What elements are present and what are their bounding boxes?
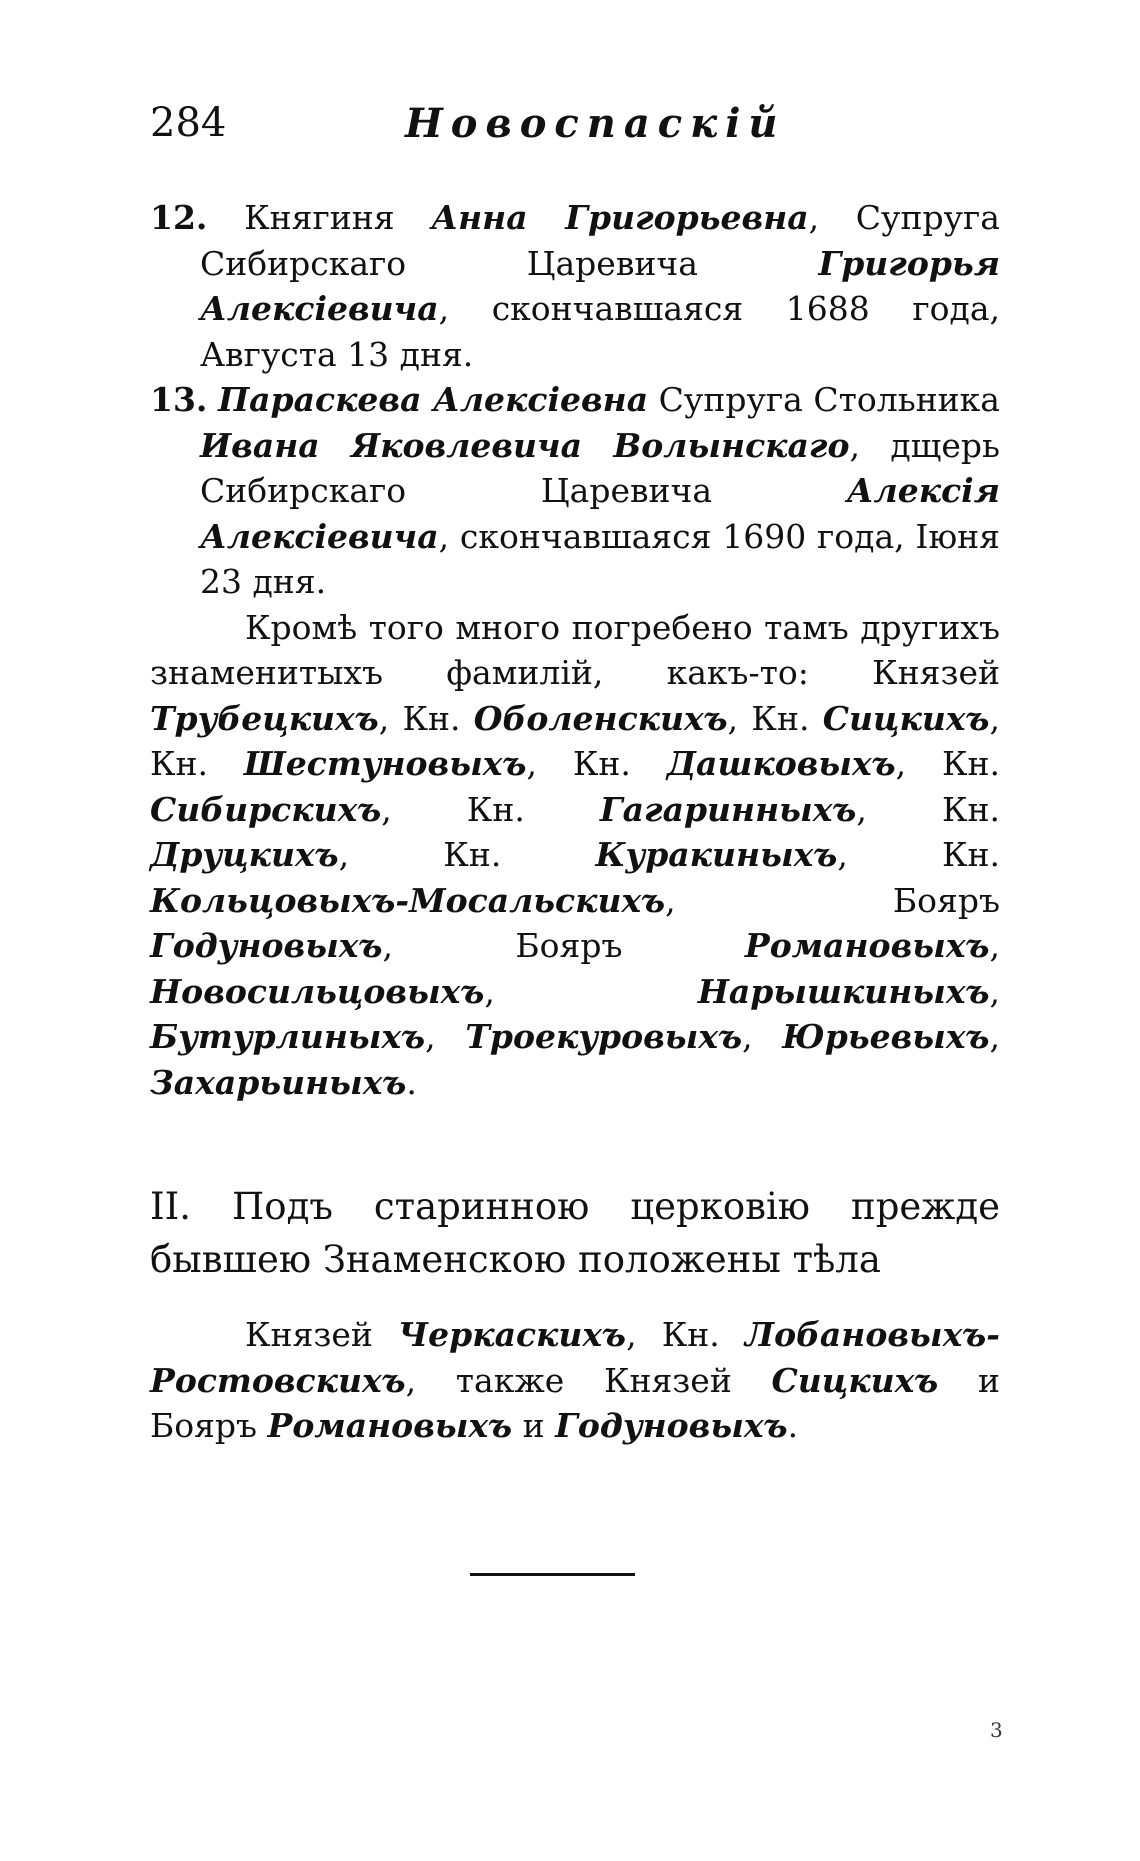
text-run: . <box>406 1062 417 1102</box>
text-run-italic: Кольцовыхъ-Мосальскихъ <box>150 880 666 920</box>
text-run: , Кн. <box>856 789 1000 829</box>
text-run: , <box>989 926 1000 965</box>
text-run-italic: Захарьиныхъ <box>150 1062 407 1102</box>
burial-entry-13 <box>150 377 1000 605</box>
burial-entry-12 <box>150 195 1000 377</box>
text-run: , Бояръ <box>382 926 745 965</box>
text-run-italic: Параскева Алексіевна <box>217 380 649 419</box>
text-run: Кромѣ того много погребено тамъ другихъ знаменитыхъ фамилій, какъ-то: Князей <box>150 607 1000 692</box>
text-run-italic: Новосильцовыхъ <box>150 971 485 1011</box>
text-run-italic: Анна Григорьевна <box>431 198 809 237</box>
text-run-italic: Лобановыхъ-Ростовскихъ <box>150 1315 1000 1400</box>
text-run: , Кн. <box>727 698 823 738</box>
entry-number: 12. <box>150 198 208 237</box>
text-run-italic: Романовыхъ <box>267 1406 513 1445</box>
text-run-italic: Сицкихъ <box>822 698 990 738</box>
text-run-italic: Ивана Яковлевича Волынскаго <box>200 425 850 465</box>
text-run: , скончавшаяся 1690 года, Іюня 23 дня. <box>200 516 1000 601</box>
text-run-italic: Григорья Алексіевича <box>200 243 1000 328</box>
text-run-italic: Сибирскихъ <box>150 789 382 829</box>
text-run: , Кн. <box>381 789 600 829</box>
text-run: , Супруга Сибирскаго Царевича <box>200 198 1000 283</box>
text-run: Князей <box>245 1315 399 1354</box>
text-run-italic: Годуновыхъ <box>555 1406 788 1445</box>
page-number: 284 <box>150 100 227 146</box>
text-run: , <box>989 971 1000 1011</box>
text-run: , Кн. <box>895 744 1000 783</box>
text-run: , также Князей <box>405 1360 772 1400</box>
entry-text <box>200 198 1000 374</box>
text-run: , скончавшаяся 1688 года, Августа 13 дня. <box>200 289 1000 374</box>
text-run-italic: Алексія Алексіевича <box>200 471 1000 556</box>
text-run: Супруга Стольника <box>648 380 1000 419</box>
text-run-italic: Годуновыхъ <box>150 926 383 965</box>
main-text <box>150 195 1000 1105</box>
text-run: , <box>425 1017 466 1056</box>
section-heading: II. Подъ старинною церковію прежде бывшею Знаменскою положены тѣла <box>150 1185 1000 1281</box>
text-run: и Бояръ <box>150 1360 1000 1445</box>
text-run-italic: Сицкихъ <box>771 1360 939 1400</box>
text-run: , Кн. <box>338 835 596 874</box>
running-title: Новоспаскій <box>405 100 786 147</box>
page-header <box>150 100 1000 160</box>
text-run: и <box>512 1406 556 1445</box>
text-run-italic: Бутурлиныхъ <box>150 1017 426 1056</box>
text-run-italic: Гагаринныхъ <box>599 789 857 829</box>
text-run: , Кн. <box>150 698 1001 783</box>
text-run: , дщерь Сибирскаго Царевича <box>200 425 1000 510</box>
entry-text <box>200 380 1000 601</box>
entry-number: 13. <box>150 380 208 419</box>
section-paragraph <box>150 1312 1000 1449</box>
text-run: . <box>787 1406 799 1445</box>
text-run: Княгиня <box>244 198 432 237</box>
text-run-italic: Куракиныхъ <box>595 835 838 874</box>
text-run: , <box>989 1017 1001 1056</box>
catchword: 3 <box>990 1718 1003 1742</box>
text-run: , Кн. <box>526 744 667 783</box>
text-run-italic: Черкаскихъ <box>398 1315 627 1354</box>
text-run-italic: Романовыхъ <box>744 926 990 965</box>
text-run: , Кн. <box>626 1315 745 1354</box>
text-run: , <box>484 971 698 1011</box>
families-paragraph <box>150 605 1000 1106</box>
section-divider <box>470 1573 635 1576</box>
text-run-italic: Троекуровыхъ <box>465 1017 743 1056</box>
text-run: , <box>742 1017 783 1056</box>
text-run-italic: Шестуновыхъ <box>243 744 527 783</box>
text-run: , Бояръ <box>665 880 1000 920</box>
text-run-italic: Трубецкихъ <box>150 698 379 738</box>
text-run-italic: Оболенскихъ <box>473 698 728 738</box>
text-run-italic: Друцкихъ <box>150 835 339 874</box>
text-run-italic: Дашковыхъ <box>666 744 896 783</box>
text-run: , Кн. <box>378 698 474 738</box>
text-run-italic: Юрьевыхъ <box>782 1017 990 1056</box>
text-run-italic: Нарышкиныхъ <box>697 971 990 1011</box>
text-run: , Кн. <box>837 835 1000 874</box>
